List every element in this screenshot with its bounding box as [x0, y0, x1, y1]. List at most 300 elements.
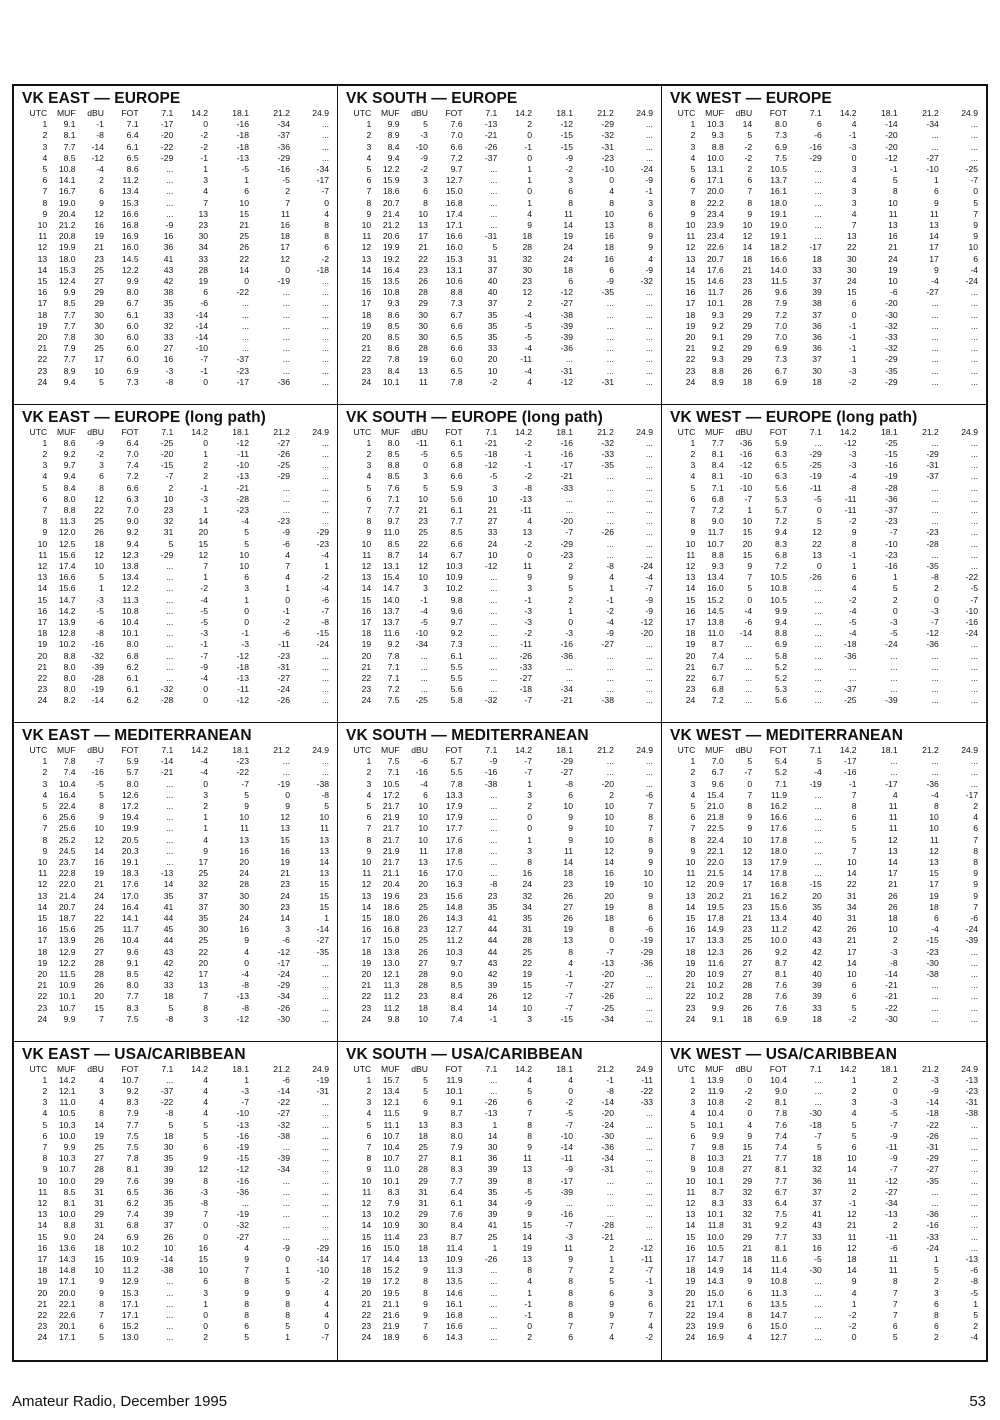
table-cell: ... — [814, 1074, 822, 1085]
table-row — [346, 935, 655, 946]
table-cell: 22.4 — [58, 801, 76, 812]
table-cell: -27 — [560, 298, 573, 309]
table-cell: 19 — [37, 1276, 48, 1287]
table-cell: -2 — [744, 1085, 753, 1096]
table-cell: 4 — [324, 208, 329, 219]
prediction-panel — [14, 405, 338, 724]
table-cell: 6 — [934, 186, 939, 197]
table-row — [22, 639, 331, 650]
table-cell: 8 — [747, 801, 753, 812]
table-cell: 3 — [285, 924, 290, 935]
table-cell: 3 — [527, 845, 532, 856]
table-row — [346, 1220, 655, 1231]
table-cell: -1 — [848, 343, 857, 354]
table-cell: ... — [645, 482, 653, 493]
table-cell: 5.6 — [450, 493, 463, 504]
table-row — [670, 1097, 980, 1108]
table-cell: 14 — [198, 516, 208, 527]
table-row — [670, 767, 980, 778]
table-cell: 10 — [487, 493, 498, 504]
table-row — [670, 902, 980, 913]
column-header: FOT — [121, 745, 139, 755]
table-cell: 0 — [609, 175, 614, 186]
table-cell: 0 — [203, 684, 208, 695]
table-cell: -5 — [420, 448, 428, 459]
table-cell: ... — [814, 220, 822, 231]
table-cell: -22 — [965, 572, 978, 583]
table-cell: -29 — [601, 119, 614, 130]
table-cell: 13 — [280, 823, 290, 834]
table-cell: 1 — [285, 1265, 290, 1276]
table-cell: -18 — [809, 1119, 822, 1130]
table-cell: 8 — [99, 1298, 104, 1309]
table-cell: ... — [814, 1332, 822, 1343]
table-cell: -25 — [277, 460, 290, 471]
table-cell: 20 — [198, 527, 208, 538]
table-cell: 8 — [851, 801, 857, 812]
table-cell: -20 — [160, 130, 174, 141]
table-cell: 7 — [99, 1013, 104, 1024]
table-cell: ... — [745, 672, 753, 683]
table-cell: -36 — [277, 376, 290, 387]
table-cell: ... — [645, 1175, 653, 1186]
table-cell: -2 — [848, 376, 857, 387]
table-cell: 19.0 — [58, 197, 76, 208]
table-cell: 6.4 — [450, 1186, 463, 1197]
table-row — [22, 617, 331, 628]
table-cell: -29 — [885, 376, 898, 387]
table-cell: 6.0 — [126, 332, 139, 343]
table-cell: ... — [931, 767, 939, 778]
table-cell: 7.7 — [775, 1175, 787, 1186]
table-cell: ... — [970, 320, 978, 331]
table-cell: -23 — [885, 549, 898, 560]
column-header: 7.1 — [485, 745, 498, 755]
table-row — [346, 1120, 655, 1131]
table-cell: ... — [282, 1209, 290, 1220]
table-cell: -21 — [885, 991, 898, 1002]
table-cell: -13 — [484, 119, 498, 130]
table-cell: 31 — [742, 1220, 753, 1231]
table-cell: 22 — [94, 504, 104, 515]
table-cell: ... — [166, 616, 174, 627]
table-cell: 11 — [362, 549, 372, 560]
table-cell: 0 — [285, 594, 290, 605]
table-cell: 8 — [568, 197, 573, 208]
table-cell: 4 — [99, 1074, 104, 1085]
table-row — [670, 505, 980, 516]
table-cell: -20 — [885, 298, 898, 309]
table-cell: 11.4 — [383, 1231, 400, 1242]
table-cell: ... — [645, 767, 653, 778]
table-row — [22, 980, 331, 991]
table-cell: ... — [490, 605, 498, 616]
table-cell: -5 — [489, 471, 498, 482]
table-cell: -28 — [91, 672, 104, 683]
table-cell: 0 — [816, 504, 822, 515]
table-cell: ... — [490, 628, 498, 639]
table-cell: 11.9 — [770, 789, 787, 800]
table-cell: -22 — [160, 141, 174, 152]
table-cell: ... — [166, 661, 174, 672]
table-cell: 14 — [846, 1265, 857, 1276]
table-cell: 21 — [742, 1153, 753, 1164]
table-row — [670, 1086, 980, 1097]
table-row — [22, 583, 331, 594]
table-row — [22, 684, 331, 695]
table-cell: 14 — [742, 1265, 753, 1276]
table-cell: 14.0 — [382, 594, 400, 605]
table-cell: 8 — [568, 1287, 573, 1298]
table-cell: ... — [321, 957, 329, 968]
table-cell: 1 — [527, 164, 532, 175]
table-cell: 44 — [163, 913, 174, 924]
column-header: 24.9 — [312, 426, 329, 437]
table-cell: ... — [645, 1130, 653, 1141]
table-cell: -8 — [96, 130, 104, 141]
table-cell: ... — [166, 197, 174, 208]
table-cell: 8.7 — [450, 1108, 463, 1119]
table-cell: 12 — [94, 208, 104, 219]
table-cell: 29 — [742, 343, 753, 354]
table-cell: 35 — [522, 913, 532, 924]
table-cell: 34 — [198, 242, 208, 253]
table-cell: -3 — [200, 628, 208, 639]
table-row — [670, 471, 980, 482]
table-cell: 28 — [742, 980, 753, 991]
prediction-panel — [14, 723, 338, 1042]
table-cell: 15 — [742, 549, 753, 560]
table-cell: 10 — [94, 1265, 104, 1276]
table-cell: 17.6 — [121, 879, 139, 890]
table-cell: 5 — [690, 801, 696, 812]
table-cell: 27 — [94, 1153, 104, 1164]
table-row — [22, 1153, 331, 1164]
table-cell: 9 — [747, 812, 753, 823]
table-cell: ... — [645, 969, 653, 980]
table-cell: 3 — [690, 1097, 696, 1108]
table-cell: 9 — [568, 812, 573, 823]
table-cell: 5 — [816, 1141, 822, 1152]
table-cell: 12 — [94, 549, 104, 560]
table-cell: ... — [490, 164, 498, 175]
table-cell: 34 — [522, 901, 532, 912]
table-cell: 16.0 — [707, 583, 724, 594]
table-cell: 14.6 — [445, 1287, 463, 1298]
table-cell: 16 — [239, 924, 249, 935]
table-row — [22, 891, 331, 902]
table-cell: 9.2 — [450, 628, 463, 639]
table-cell: 9 — [648, 242, 653, 253]
table-row — [346, 460, 655, 471]
table-cell: 11 — [888, 1253, 898, 1264]
table-cell: 9.4 — [63, 471, 76, 482]
table-cell: 22 — [37, 1309, 48, 1320]
table-cell: -38 — [160, 1265, 174, 1276]
table-cell: 1 — [42, 1074, 48, 1085]
table-cell: 6.8 — [126, 650, 139, 661]
table-cell: 23 — [685, 684, 696, 695]
table-cell: 9.4 — [126, 538, 139, 549]
table-cell: 13.8 — [707, 616, 724, 627]
table-cell: 8.5 — [387, 538, 400, 549]
table-cell: 19 — [418, 354, 428, 365]
table-cell: 16 — [37, 605, 48, 616]
table-cell: 7 — [690, 1141, 696, 1152]
table-cell: 13 — [319, 834, 329, 845]
table-cell: ... — [166, 583, 174, 594]
table-row — [346, 209, 655, 220]
table-row — [346, 673, 655, 684]
table-row — [670, 130, 980, 141]
table-cell: -37 — [236, 354, 249, 365]
table-cell: 10.8 — [58, 164, 76, 175]
table-cell: 28 — [418, 287, 428, 298]
table-cell: -13 — [236, 1119, 249, 1130]
table-cell: 19 — [361, 320, 372, 331]
table-cell: 37 — [812, 309, 822, 320]
table-cell: 7 — [892, 1287, 898, 1298]
table-cell: 7.4 — [711, 650, 724, 661]
column-header: 21.2 — [597, 426, 614, 437]
table-cell: -11 — [416, 437, 428, 448]
table-cell: 27 — [94, 276, 104, 287]
table-cell: 14.7 — [707, 1253, 724, 1264]
table-cell: -21 — [236, 482, 249, 493]
table-cell: -3 — [200, 1186, 208, 1197]
table-cell: 13 — [37, 572, 48, 583]
table-cell: 6.9 — [775, 141, 787, 152]
table-cell: -27 — [601, 639, 614, 650]
table-cell: 4 — [690, 789, 696, 800]
table-cell: 23 — [487, 890, 498, 901]
table-cell: 10.1 — [445, 1085, 463, 1096]
table-cell: 7 — [609, 1321, 614, 1332]
table-cell: 9 — [851, 527, 857, 538]
table-cell: -9 — [606, 628, 614, 639]
table-cell: -23 — [236, 504, 249, 515]
table-cell: 32 — [522, 890, 532, 901]
table-cell: ... — [645, 1231, 653, 1242]
table-cell: 0 — [285, 1253, 290, 1264]
table-cell: -12 — [277, 946, 290, 957]
table-cell: 14 — [685, 264, 696, 275]
table-row — [346, 527, 655, 538]
table-cell: 6 — [851, 298, 857, 309]
table-cell: -19 — [640, 935, 653, 946]
table-cell: -7 — [524, 756, 532, 767]
table-cell: 45 — [163, 924, 174, 935]
table-cell: 1 — [203, 448, 208, 459]
table-cell: -18 — [236, 661, 249, 672]
table-cell: 5 — [366, 482, 372, 493]
table-cell: 16 — [812, 1242, 822, 1253]
table-cell: 6.9 — [775, 639, 787, 650]
table-cell: 20.3 — [121, 845, 139, 856]
table-cell: 1 — [609, 583, 614, 594]
table-cell: 6.8 — [450, 460, 463, 471]
table-row — [346, 695, 655, 706]
table-cell: 11 — [929, 208, 939, 219]
table-cell: 11.2 — [446, 935, 463, 946]
column-header: 14.2 — [839, 745, 857, 755]
table-cell: 29 — [742, 320, 753, 331]
table-cell: 19 — [563, 231, 573, 242]
table-cell: 11.7 — [122, 924, 139, 935]
table-cell: -16 — [91, 767, 104, 778]
table-cell: 5 — [747, 756, 753, 767]
table-cell: 19.9 — [121, 823, 139, 834]
table-row — [346, 287, 655, 298]
table-cell: ... — [970, 141, 978, 152]
table-cell: -3 — [890, 946, 898, 957]
table-cell: 7 — [973, 901, 978, 912]
table-cell: 6 — [366, 175, 372, 186]
table-cell: 13 — [522, 527, 532, 538]
table-cell: 13 — [319, 868, 329, 879]
table-cell: 30 — [846, 264, 857, 275]
column-header: 21.2 — [922, 426, 939, 437]
table-cell: -15 — [560, 141, 573, 152]
table-cell: ... — [241, 298, 249, 309]
table-cell: -5 — [524, 320, 532, 331]
table-row — [22, 1209, 331, 1220]
table-row — [346, 606, 655, 617]
table-cell: 30 — [198, 924, 208, 935]
table-cell: -35 — [316, 946, 329, 957]
table-cell: 31 — [94, 1197, 104, 1208]
table-cell: 29 — [94, 287, 104, 298]
column-header: 7.1 — [809, 1063, 822, 1074]
table-cell: ... — [321, 141, 329, 152]
table-row — [346, 153, 655, 164]
table-cell: 4 — [324, 1298, 329, 1309]
table-cell: 17 — [418, 231, 428, 242]
table-cell: 11 — [847, 1175, 857, 1186]
table-cell: 9 — [203, 845, 208, 856]
table-cell: 19 — [198, 276, 208, 287]
table-cell: 2 — [203, 1332, 208, 1343]
table-cell: 24 — [563, 253, 573, 264]
table-cell: -11 — [237, 448, 249, 459]
table-cell: 8.5 — [63, 298, 76, 309]
table-cell: 18.0 — [382, 913, 400, 924]
table-cell: 1 — [934, 1253, 939, 1264]
table-cell: 24 — [94, 901, 104, 912]
prediction-panel — [338, 405, 662, 724]
table-cell: 18 — [418, 1242, 428, 1253]
table-cell: 21.2 — [382, 220, 400, 231]
column-header: 7.1 — [485, 108, 498, 118]
table-cell: 14 — [37, 1220, 48, 1231]
table-cell: ... — [931, 354, 939, 365]
table-cell: 23 — [742, 901, 753, 912]
table-cell: -7 — [524, 767, 532, 778]
propagation-tables-grid — [12, 84, 988, 1362]
table-cell: -20 — [160, 448, 174, 459]
table-cell: 22 — [37, 991, 48, 1002]
table-cell: 19 — [604, 879, 614, 890]
table-cell: 6 — [816, 119, 822, 130]
table-row — [22, 1276, 331, 1287]
table-cell: 24 — [94, 890, 104, 901]
table-cell: -36 — [560, 650, 573, 661]
table-cell: 3 — [568, 175, 573, 186]
table-row — [670, 572, 980, 583]
table-cell: 9 — [244, 935, 249, 946]
table-cell: -13 — [965, 1074, 978, 1085]
table-cell: 16 — [280, 220, 290, 231]
table-cell: 9 — [747, 1276, 753, 1287]
table-cell: ... — [645, 343, 653, 354]
table-cell: ... — [645, 365, 653, 376]
table-row — [670, 651, 980, 662]
table-cell: -16 — [236, 1175, 249, 1186]
table-cell: -6 — [321, 594, 329, 605]
table-cell: 3 — [244, 583, 249, 594]
table-cell: 9 — [690, 208, 696, 219]
table-cell: 7.7 — [450, 1175, 463, 1186]
table-cell: 9.2 — [775, 946, 787, 957]
table-row — [22, 767, 331, 778]
panel-title: VK EAST — USA/CARIBBEAN — [22, 1045, 246, 1063]
table-cell: 8 — [609, 924, 614, 935]
table-cell: ... — [970, 460, 978, 471]
table-cell: 5 — [892, 583, 898, 594]
table-cell: 22.6 — [707, 242, 724, 253]
table-cell: -21 — [885, 980, 898, 991]
table-cell: 7.0 — [450, 130, 463, 141]
table-cell: -11 — [520, 639, 532, 650]
table-row — [670, 354, 980, 365]
table-cell: 19 — [361, 957, 372, 968]
table-cell: 9.9 — [63, 1013, 76, 1024]
table-cell: -9 — [565, 1164, 573, 1175]
table-cell: ... — [970, 471, 978, 482]
table-cell: 14.3 — [58, 1253, 76, 1264]
table-cell: ... — [321, 493, 329, 504]
table-cell: -3 — [96, 594, 104, 605]
table-cell: -24 — [965, 924, 978, 935]
table-cell: 23 — [418, 1231, 428, 1242]
table-cell: 15.2 — [707, 594, 724, 605]
table-cell: ... — [931, 482, 939, 493]
table-cell: 22 — [94, 913, 104, 924]
table-cell: 19.9 — [382, 242, 400, 253]
table-cell: 9.0 — [126, 516, 139, 527]
table-cell: -31 — [926, 1141, 939, 1152]
table-cell: 7.6 — [775, 991, 787, 1002]
table-cell: 10 — [94, 365, 104, 376]
table-row — [346, 1086, 655, 1097]
table-cell: 12 — [685, 560, 696, 571]
table-cell: -2 — [524, 471, 532, 482]
table-row — [22, 550, 331, 561]
table-cell: 18 — [163, 1130, 174, 1141]
table-cell: 11 — [888, 823, 898, 834]
table-cell: 7.2 — [126, 471, 139, 482]
table-cell: 1 — [366, 756, 372, 767]
table-cell: 0 — [203, 778, 208, 789]
column-header: 7.1 — [161, 426, 174, 437]
table-cell: 2 — [527, 119, 532, 130]
table-row — [22, 1310, 331, 1321]
table-cell: -2 — [848, 1321, 857, 1332]
table-cell: 32 — [198, 879, 208, 890]
table-cell: -9 — [565, 152, 573, 163]
table-cell: -7 — [565, 1119, 573, 1130]
table-cell: 12 — [888, 834, 898, 845]
